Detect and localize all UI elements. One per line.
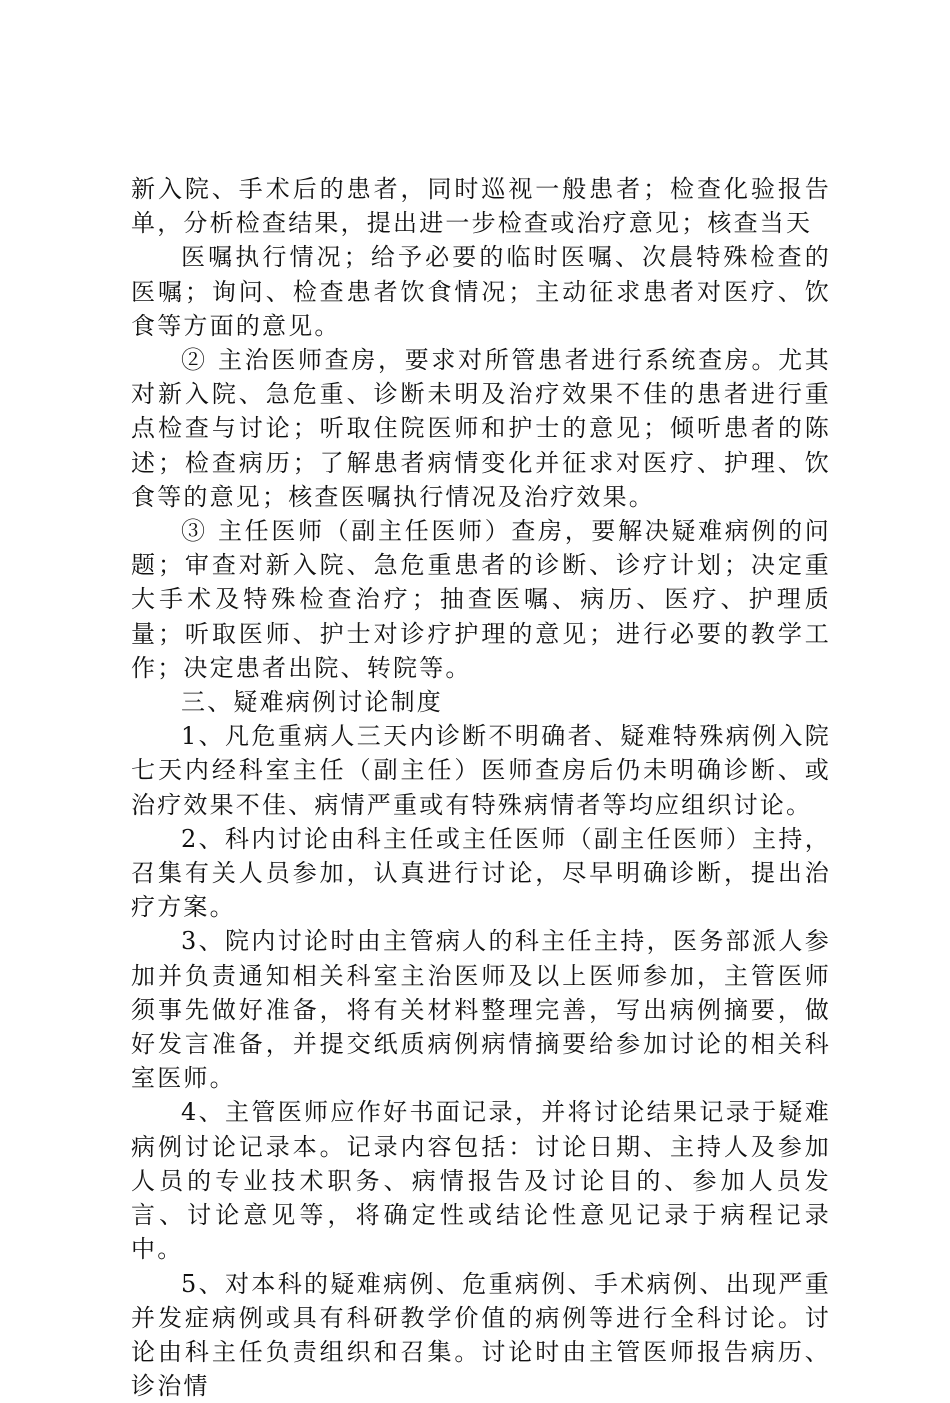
section-heading: 三、疑难病例讨论制度 (131, 685, 831, 719)
paragraph-continuation: 新入院、手术后的患者，同时巡视一般患者；检查化验报告单，分析检查结果，提出进一步检查或治疗意见；核查当天 (131, 172, 831, 240)
paragraph-item-3: 3、院内讨论时由主管病人的科主任主持，医务部派人参加并负责通知相关科室主治医师及以上医师参加，主管医师须事先做好准备，将有关材料整理完善，写出病例摘要，做好发言准备，并提交纸质病例病情摘要给参加讨论的相关科室医师。 (131, 924, 831, 1095)
paragraph-attending-rounds: ② 主治医师查房，要求对所管患者进行系统查房。尤其对新入院、急危重、诊断未明及治疗效果不佳的患者进行重点检查与讨论；听取住院医师和护士的意见；倾听患者的陈述；检查病历；了解患者病情变化并征求对医疗、护理、饮食等的意见；核查医嘱执行情况及治疗效果。 (131, 343, 831, 514)
document-body (131, 172, 831, 1403)
paragraph-item-4: 4、主管医师应作好书面记录，并将讨论结果记录于疑难病例讨论记录本。记录内容包括：讨论日期、主持人及参加人员的专业技术职务、病情报告及讨论目的、参加人员发言、讨论意见等，将确定性或结论性意见记录于病程记录中。 (131, 1095, 831, 1266)
paragraph-item-1: 1、凡危重病人三天内诊断不明确者、疑难特殊病例入院七天内经科室主任（副主任）医师查房后仍未明确诊断、或治疗效果不佳、病情严重或有特殊病情者等均应组织讨论。 (131, 719, 831, 822)
paragraph-orders-check: 医嘱执行情况；给予必要的临时医嘱、次晨特殊检查的医嘱；询问、检查患者饮食情况；主动征求患者对医疗、饮食等方面的意见。 (131, 240, 831, 343)
paragraph-item-2: 2、科内讨论由科主任或主任医师（副主任医师）主持，召集有关人员参加，认真进行讨论，尽早明确诊断，提出治疗方案。 (131, 822, 831, 925)
paragraph-chief-rounds: ③ 主任医师（副主任医师）查房，要解决疑难病例的问题；审查对新入院、急危重患者的诊断、诊疗计划；决定重大手术及特殊检查治疗；抽查医嘱、病历、医疗、护理质量；听取医师、护士对诊疗护理的意见；进行必要的教学工作；决定患者出院、转院等。 (131, 514, 831, 685)
paragraph-item-5: 5、对本科的疑难病例、危重病例、手术病例、出现严重并发症病例或具有科研教学价值的病例等进行全科讨论。讨论由科主任负责组织和召集。讨论时由主管医师报告病历、诊治情 (131, 1267, 831, 1403)
